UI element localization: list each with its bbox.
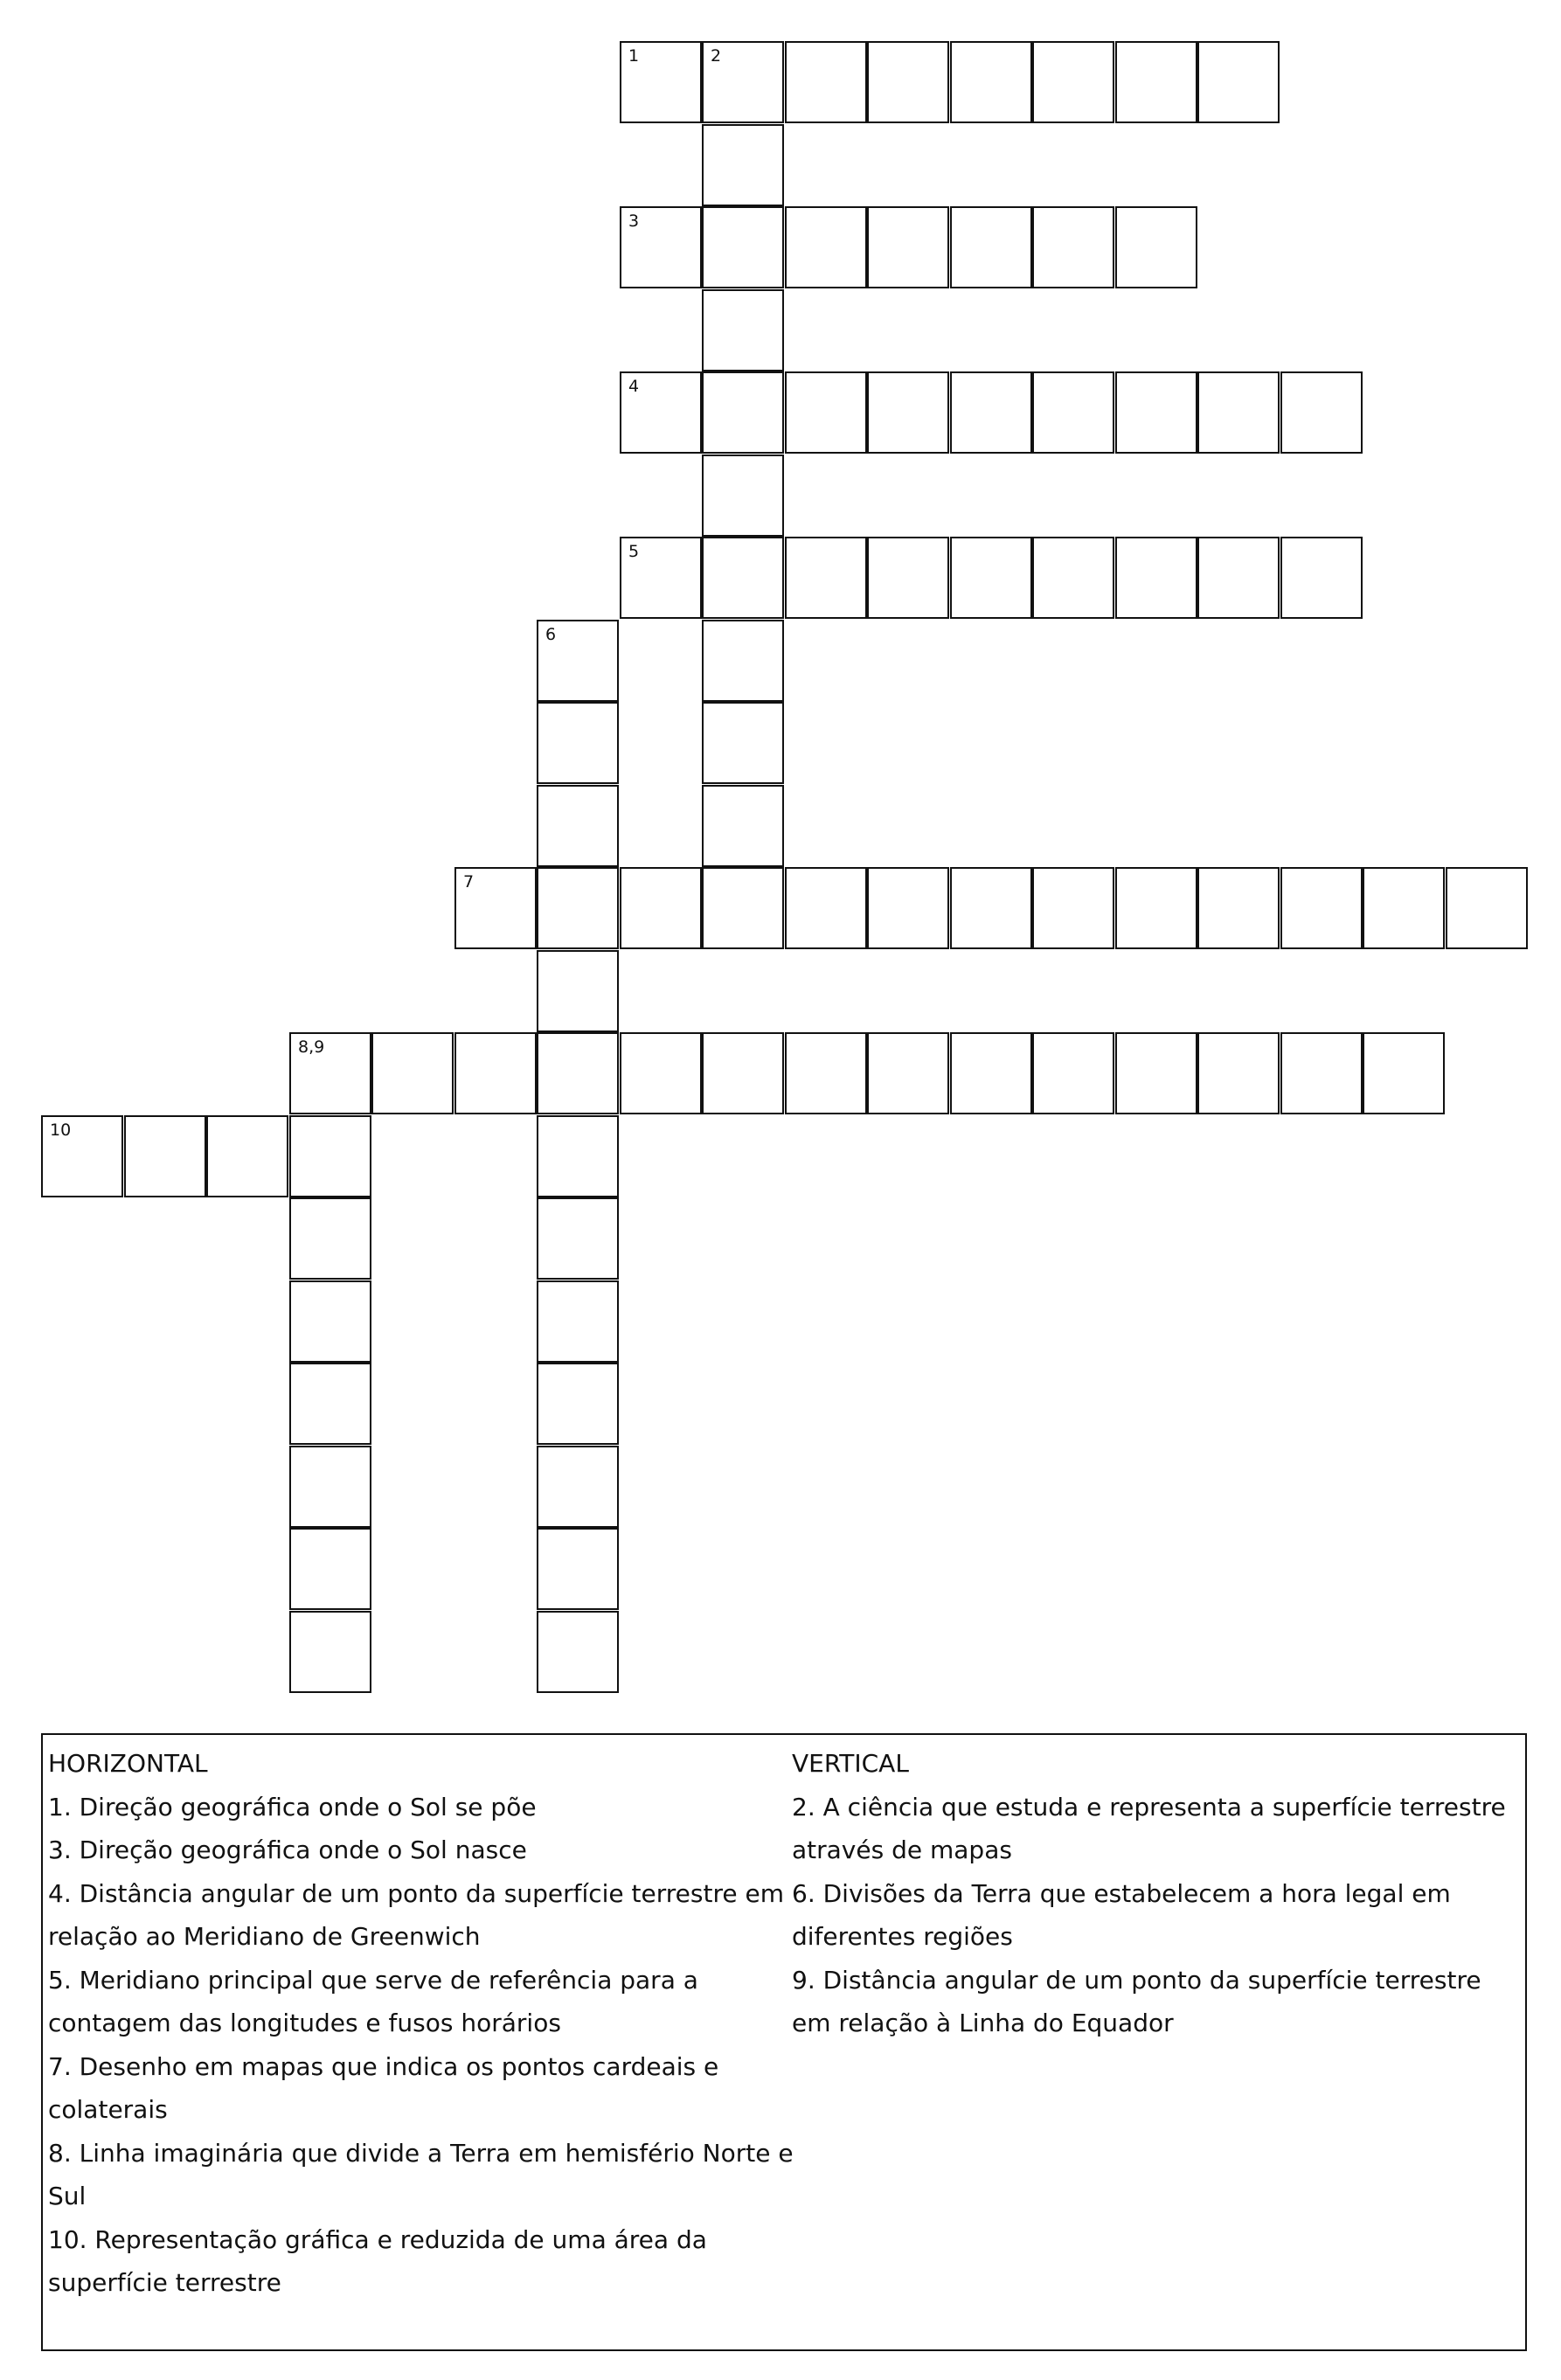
crossword-cell[interactable] xyxy=(867,1032,949,1114)
crossword-cell[interactable] xyxy=(702,124,784,206)
crossword-cell[interactable] xyxy=(289,1611,371,1693)
crossword-cell[interactable] xyxy=(702,702,784,784)
crossword-cell[interactable] xyxy=(289,1032,371,1114)
crossword-cell[interactable] xyxy=(950,371,1032,454)
crossword-cell[interactable] xyxy=(1280,867,1363,949)
crossword-cell[interactable] xyxy=(371,1032,454,1114)
crossword-cell[interactable] xyxy=(620,371,702,454)
crossword-cell[interactable] xyxy=(867,206,949,288)
crossword-cell[interactable] xyxy=(537,950,619,1032)
clue-number: 6 xyxy=(545,625,557,644)
crossword-cell[interactable] xyxy=(620,867,702,949)
down-clues xyxy=(792,1742,1517,2045)
crossword-cell[interactable] xyxy=(1197,41,1280,123)
crossword-cell[interactable] xyxy=(702,1032,784,1114)
crossword-cell[interactable] xyxy=(867,371,949,454)
crossword-cell[interactable] xyxy=(124,1115,206,1197)
clue-number: 2 xyxy=(711,46,722,66)
clue-across-10: 10. Representação gráfica e reduzida de uma área da superfície terrestre xyxy=(48,2224,707,2297)
crossword-cell[interactable] xyxy=(702,785,784,867)
clue-across-5: 5. Meridiano principal que serve de referência para a contagem das longitudes e fusos horários xyxy=(48,1965,698,2037)
crossword-cell[interactable] xyxy=(867,537,949,619)
crossword-cell[interactable] xyxy=(537,867,619,949)
crossword-cell[interactable] xyxy=(1197,371,1280,454)
crossword-cell[interactable] xyxy=(702,454,784,537)
down-heading: VERTICAL xyxy=(792,1749,909,1778)
crossword-cell[interactable] xyxy=(785,1032,867,1114)
crossword-cell[interactable] xyxy=(289,1446,371,1528)
crossword-cell[interactable] xyxy=(1280,1032,1363,1114)
crossword-cell[interactable] xyxy=(702,41,784,123)
crossword-cell[interactable] xyxy=(289,1280,371,1363)
crossword-cell[interactable] xyxy=(537,1032,619,1114)
crossword-cell[interactable] xyxy=(1197,537,1280,619)
clue-number: 5 xyxy=(628,542,640,561)
crossword-cell[interactable] xyxy=(1032,41,1114,123)
across-clues xyxy=(48,1742,801,2305)
crossword-cell[interactable] xyxy=(702,371,784,454)
crossword-cell[interactable] xyxy=(950,1032,1032,1114)
crossword-cell[interactable] xyxy=(289,1528,371,1610)
crossword-cell[interactable] xyxy=(1197,1032,1280,1114)
crossword-cell[interactable] xyxy=(702,620,784,702)
crossword-cell[interactable] xyxy=(1032,1032,1114,1114)
clues-box xyxy=(41,1733,1527,2351)
clue-across-1: 1. Direção geográfica onde o Sol se põe xyxy=(48,1792,537,1821)
crossword-cell[interactable] xyxy=(620,537,702,619)
crossword-cell[interactable] xyxy=(537,785,619,867)
crossword-cell[interactable] xyxy=(1115,537,1197,619)
crossword-cell[interactable] xyxy=(1115,1032,1197,1114)
crossword-cell[interactable] xyxy=(1115,206,1197,288)
crossword-cell[interactable] xyxy=(537,1115,619,1197)
crossword-cell[interactable] xyxy=(289,1197,371,1280)
crossword-cell[interactable] xyxy=(1032,867,1114,949)
clue-across-8: 8. Linha imaginária que divide a Terra em hemisfério Norte e Sul xyxy=(48,2138,794,2210)
crossword-cell[interactable] xyxy=(785,206,867,288)
crossword-cell[interactable] xyxy=(867,867,949,949)
crossword-cell[interactable] xyxy=(206,1115,288,1197)
crossword-cell[interactable] xyxy=(785,41,867,123)
crossword-cell[interactable] xyxy=(702,206,784,288)
crossword-cell[interactable] xyxy=(1280,371,1363,454)
crossword-cell[interactable] xyxy=(1446,867,1528,949)
crossword-cell[interactable] xyxy=(1280,537,1363,619)
crossword-cell[interactable] xyxy=(537,620,619,702)
crossword-cell[interactable] xyxy=(867,41,949,123)
clue-number: 10 xyxy=(50,1121,72,1140)
crossword-cell[interactable] xyxy=(702,867,784,949)
crossword-cell[interactable] xyxy=(41,1115,123,1197)
crossword-cell[interactable] xyxy=(289,1363,371,1445)
crossword-cell[interactable] xyxy=(1197,867,1280,949)
clue-number: 7 xyxy=(463,872,475,892)
crossword-cell[interactable] xyxy=(1115,867,1197,949)
clue-down-9: 9. Distância angular de um ponto da superfície terrestre em relação à Linha do Equador xyxy=(792,1965,1481,2037)
crossword-cell[interactable] xyxy=(537,1446,619,1528)
crossword-cell[interactable] xyxy=(950,41,1032,123)
across-heading: HORIZONTAL xyxy=(48,1749,208,1778)
clue-number: 4 xyxy=(628,377,640,396)
crossword-cell[interactable] xyxy=(537,1197,619,1280)
crossword-cell[interactable] xyxy=(950,867,1032,949)
crossword-cell[interactable] xyxy=(702,289,784,371)
crossword-cell[interactable] xyxy=(620,1032,702,1114)
clue-number: 3 xyxy=(628,212,640,231)
crossword-cell[interactable] xyxy=(454,867,537,949)
crossword-cell[interactable] xyxy=(1363,1032,1445,1114)
crossword-cell[interactable] xyxy=(537,1611,619,1693)
crossword-cell[interactable] xyxy=(537,1280,619,1363)
crossword-cell[interactable] xyxy=(1032,537,1114,619)
crossword-cell[interactable] xyxy=(289,1115,371,1197)
crossword-cell[interactable] xyxy=(1032,371,1114,454)
crossword-cell[interactable] xyxy=(950,206,1032,288)
crossword-cell[interactable] xyxy=(785,371,867,454)
crossword-cell[interactable] xyxy=(1363,867,1445,949)
clue-down-2: 2. A ciência que estuda e representa a superfície terrestre através de mapas xyxy=(792,1792,1506,1864)
clue-across-4: 4. Distância angular de um ponto da superfície terrestre em relação ao Meridiano de Greenwich xyxy=(48,1878,784,1951)
crossword-cell[interactable] xyxy=(620,206,702,288)
clue-number: 8,9 xyxy=(298,1037,325,1057)
crossword-cell[interactable] xyxy=(1032,206,1114,288)
crossword-cell[interactable] xyxy=(1115,371,1197,454)
clue-number: 1 xyxy=(628,46,640,66)
crossword-cell[interactable] xyxy=(950,537,1032,619)
crossword-cell[interactable] xyxy=(537,1363,619,1445)
clue-down-6: 6. Divisões da Terra que estabelecem a hora legal em diferentes regiões xyxy=(792,1878,1451,1951)
clue-across-3: 3. Direção geográfica onde o Sol nasce xyxy=(48,1835,527,1864)
crossword-cell[interactable] xyxy=(620,41,702,123)
crossword-cell[interactable] xyxy=(1115,41,1197,123)
crossword-cell[interactable] xyxy=(785,867,867,949)
crossword-cell[interactable] xyxy=(537,1528,619,1610)
crossword-cell[interactable] xyxy=(702,537,784,619)
clue-across-7: 7. Desenho em mapas que indica os pontos cardeais e colaterais xyxy=(48,2051,719,2124)
crossword-cell[interactable] xyxy=(537,702,619,784)
crossword-cell[interactable] xyxy=(785,537,867,619)
crossword-cell[interactable] xyxy=(454,1032,537,1114)
